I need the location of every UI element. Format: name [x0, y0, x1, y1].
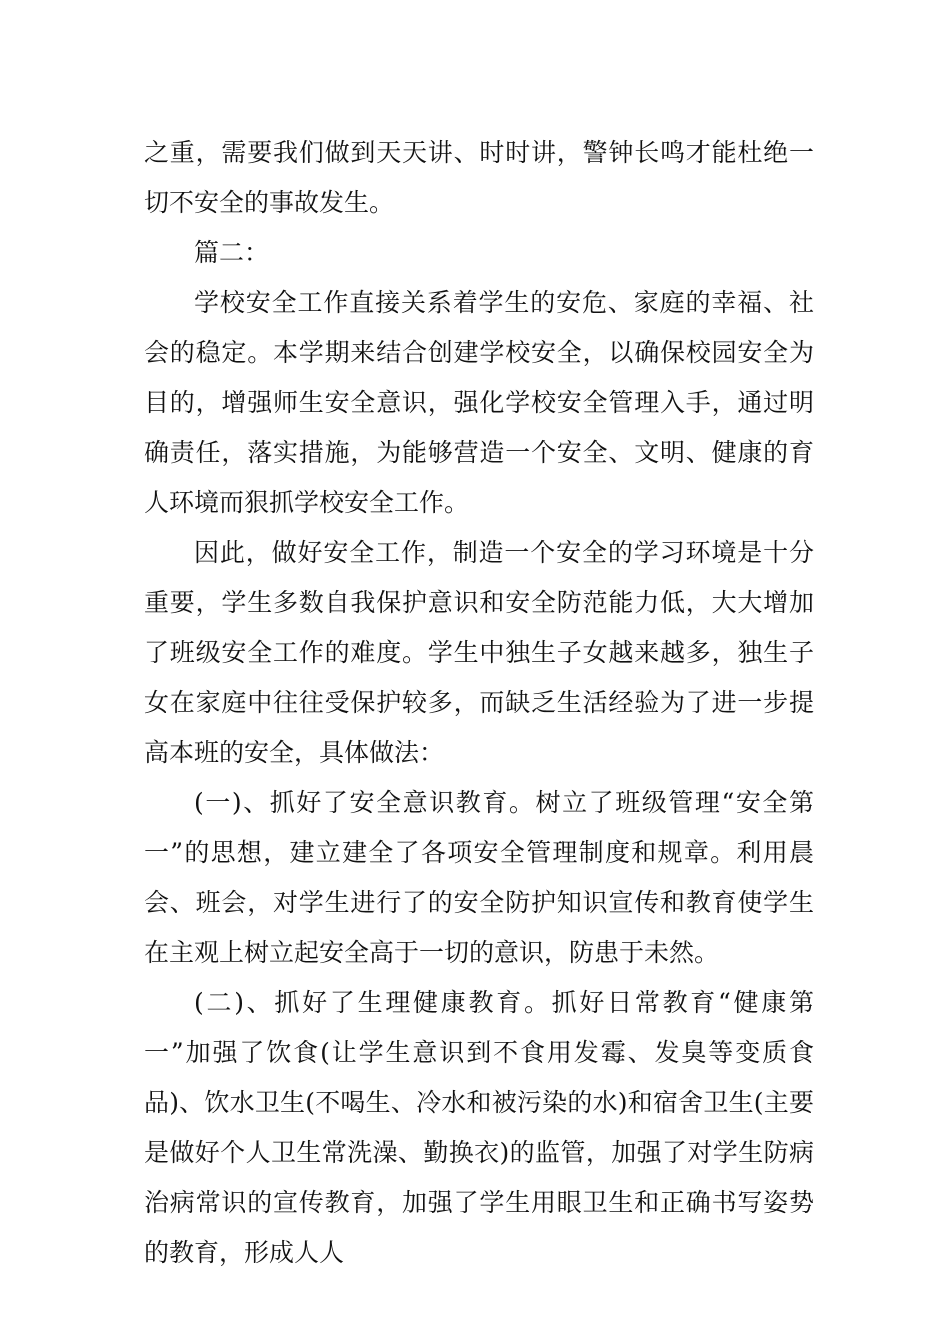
paragraph-health-education: (二)、抓好了生理健康教育。抓好日常教育“健康第一”加强了饮食(让学生意识到不食用发霉、发臭等变质食品)、饮水卫生(不喝生、冷水和被污染的水)和宿舍卫生(主要是做好个人卫生常洗澡、勤换衣)的监管，加强了对学生防病治病常识的宣传教育，加强了学生用眼卫生和正确书写姿势的教育，形成人人 [144, 988, 814, 1267]
document-body [144, 128, 814, 1278]
section-heading-part-two: 篇二： [194, 238, 270, 267]
paragraph-safety-awareness: (一)、抓好了安全意识教育。树立了班级管理“安全第一”的思想，建立建全了各项安全管理制度和规章。利用晨会、班会，对学生进行了的安全防护知识宣传和教育使学生在主观上树立起安全高于一切的意识，防患于未然。 [144, 788, 814, 967]
paragraph-school-safety: 学校安全工作直接关系着学生的安危、家庭的幸福、社会的稳定。本学期来结合创建学校安全，以确保校园安全为目的，增强师生安全意识，强化学校安全管理入手，通过明确责任，落实措施，为能够营造一个安全、文明、健康的育人环境而狠抓学校安全工作。 [144, 288, 814, 517]
paragraph-continuation: 之重，需要我们做到天天讲、时时讲，警钟长鸣才能杜绝一切不安全的事故发生。 [144, 138, 814, 217]
paragraph-safety-importance: 因此，做好安全工作，制造一个安全的学习环境是十分重要，学生多数自我保护意识和安全防范能力低，大大增加了班级安全工作的难度。学生中独生子女越来越多，独生子女在家庭中往往受保护较多，而缺乏生活经验为了进一步提高本班的安全，具体做法： [144, 538, 814, 767]
